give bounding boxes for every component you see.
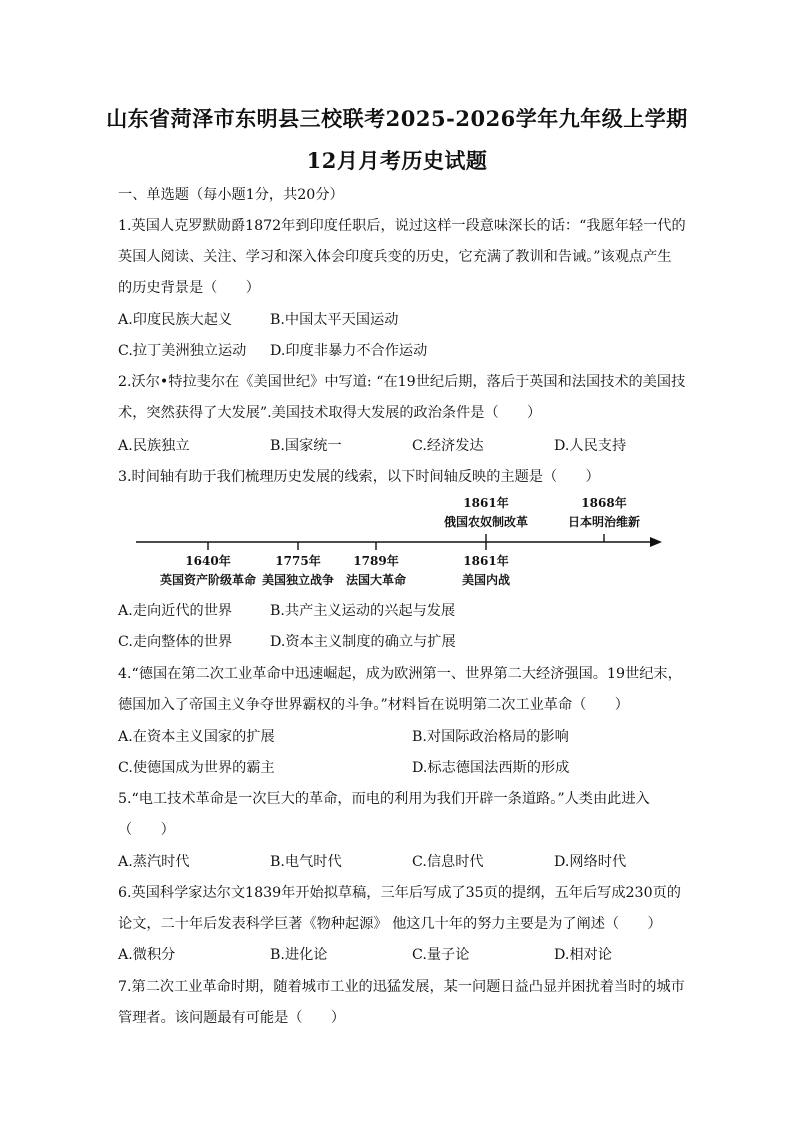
- question-2-option-c[interactable]: C.经济发达: [412, 438, 484, 454]
- question-5-option-b[interactable]: B.电气时代: [270, 854, 342, 870]
- question-3-option-d[interactable]: D.资本主义制度的确立与扩展: [270, 634, 456, 650]
- question-1-option-a[interactable]: A.印度民族大起义: [118, 312, 233, 328]
- question-4-line-1: 4.“德国在第二次工业革命中迅速崛起，成为欧洲第一、世界第二大经济强国。19世纪末，: [118, 666, 682, 682]
- timeline-below-2-event: 美国独立战争: [261, 573, 335, 587]
- question-6-option-c[interactable]: C.量子论: [412, 947, 470, 963]
- question-4-line-2: 德国加入了帝国主义争夺世界霸权的斗争。”材料旨在说明第二次工业革命（ ）: [118, 697, 629, 713]
- question-6-option-a[interactable]: A.微积分: [118, 947, 176, 963]
- question-7-line-1: 7.第二次工业革命时期，随着城市工业的迅猛发展，某一问题日益凸显并困扰着当时的城市: [118, 979, 685, 995]
- exam-title-line-1: 山东省菏泽市东明县三校联考2025-2026学年九年级上学期: [106, 106, 688, 131]
- question-1-line-2: 英国人阅读、关注、学习和深入体会印度兵变的历史，它充满了教训和告诫。”该观点产生: [118, 249, 672, 265]
- timeline-below-4-year: 1861年: [463, 554, 509, 568]
- question-2-option-b[interactable]: B.国家统一: [270, 438, 342, 454]
- timeline-above-1-event: 俄国农奴制改革: [443, 515, 529, 529]
- question-6-option-d[interactable]: D.相对论: [554, 947, 612, 963]
- question-1-option-d[interactable]: D.印度非暴力不合作运动: [270, 343, 428, 359]
- question-4-option-d[interactable]: D.标志德国法西斯的形成: [412, 760, 570, 776]
- timeline-below-4-event: 美国内战: [461, 573, 511, 587]
- question-1-option-c[interactable]: C.拉丁美洲独立运动: [118, 343, 247, 359]
- question-3-line-1: 3.时间轴有助于我们梳理历史发展的线索，以下时间轴反映的主题是（ ）: [118, 469, 600, 485]
- question-6-line-1: 6.英国科学家达尔文1839年开始拟草稿，三年后写成了35页的提纲，五年后写成230页的: [118, 885, 681, 901]
- timeline-above-2-year: 1868年: [581, 496, 627, 510]
- timeline-below-1-year: 1640年: [185, 554, 231, 568]
- question-1-option-b[interactable]: B.中国太平天国运动: [270, 312, 399, 328]
- question-5-line-2: （ ）: [118, 822, 175, 838]
- timeline-below-3-year: 1789年: [353, 554, 399, 568]
- question-5-option-a[interactable]: A.蒸汽时代: [118, 854, 190, 870]
- timeline-above-1-year: 1861年: [463, 496, 509, 510]
- question-4-option-b[interactable]: B.对国际政治格局的影响: [412, 729, 569, 745]
- question-1-line-3: 的历史背景是（ ）: [118, 280, 260, 296]
- question-2-line-2: 术，突然获得了大发展”.美国技术取得大发展的政治条件是（ ）: [118, 405, 542, 421]
- timeline-arrow-icon: [650, 537, 662, 547]
- question-7-line-2: 管理者。该问题最有可能是（ ）: [118, 1010, 346, 1026]
- timeline-below-1-event: 英国资产阶级革命: [159, 573, 257, 587]
- question-4-option-a[interactable]: A.在资本主义国家的扩展: [118, 729, 275, 745]
- question-3-option-b[interactable]: B.共产主义运动的兴起与发展: [270, 603, 456, 619]
- question-3-option-a[interactable]: A.走向近代的世界: [118, 603, 233, 619]
- question-2-option-a[interactable]: A.民族独立: [118, 438, 190, 454]
- question-5-option-c[interactable]: C.信息时代: [412, 854, 484, 870]
- question-5-line-1: 5.“电工技术革命是一次巨大的革命，而电的利用为我们开辟一条道路。”人类由此进入: [118, 791, 650, 807]
- question-6-option-b[interactable]: B.进化论: [270, 947, 328, 963]
- question-5-option-d[interactable]: D.网络时代: [554, 854, 627, 870]
- question-2-option-d[interactable]: D.人民支持: [554, 438, 627, 454]
- timeline-above-2-event: 日本明治维新: [567, 515, 641, 529]
- question-2-line-1: 2.沃尔•特拉斐尔在《美国世纪》中写道: “在19世纪后期，落后于英国和法国技术的美国技: [118, 374, 686, 390]
- section-heading: 一、单选题（每小题1分，共20分）: [118, 187, 344, 203]
- timeline-below-3-event: 法国大革命: [345, 573, 407, 587]
- timeline-figure: [118, 490, 678, 600]
- question-4-option-c[interactable]: C.使德国成为世界的霸主: [118, 760, 275, 776]
- timeline-below-2-year: 1775年: [275, 554, 321, 568]
- question-3-option-c[interactable]: C.走向整体的世界: [118, 634, 233, 650]
- exam-title-line-2: 12月月考历史试题: [306, 148, 488, 173]
- question-1-line-1: 1.英国人克罗默勋爵1872年到印度任职后，说过这样一段意味深长的话：“我愿年轻一代的: [118, 218, 686, 234]
- question-6-line-2: 论文，二十年后发表科学巨著《物种起源》 他这几十年的努力主要是为了阐述（ ）: [118, 916, 662, 932]
